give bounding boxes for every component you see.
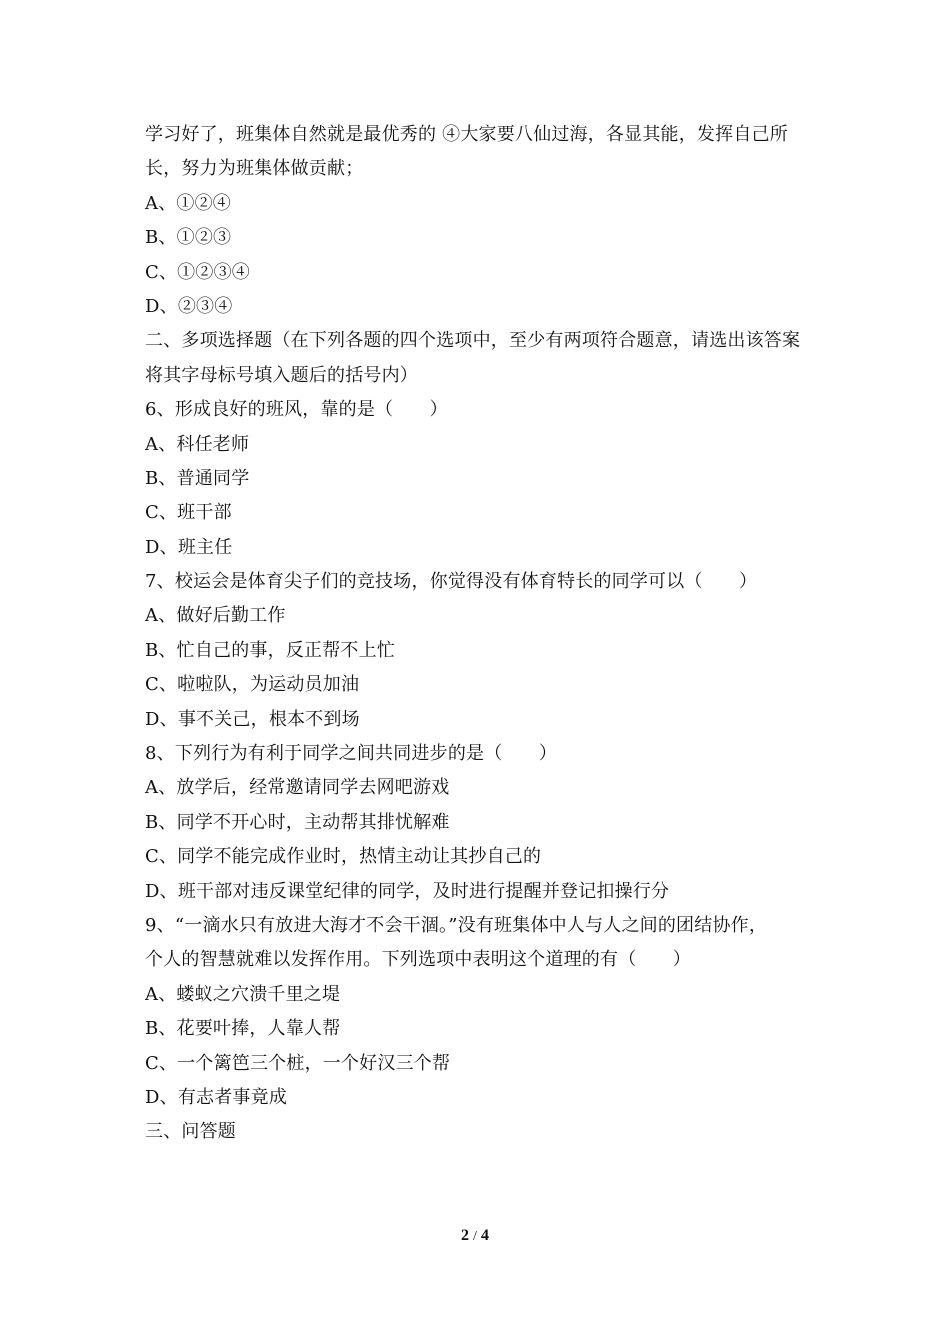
option-line: B、忙自己的事，反正帮不上忙 [145, 639, 396, 661]
question-9-continued: 个人的智慧就难以发挥作用。下列选项中表明这个道理的有（ ） [145, 949, 691, 971]
option-line: A、蝼蚁之穴溃千里之堤 [145, 983, 341, 1005]
option-line: C、啦啦队，为运动员加油 [145, 674, 360, 696]
option-line: D、有志者事竟成 [145, 1086, 288, 1108]
total-pages-number: 4 [480, 1227, 489, 1244]
option-line: C、班干部 [145, 502, 232, 524]
page-number-separator: / [473, 1229, 477, 1244]
option-line: A、①②④ [145, 192, 231, 214]
section-heading: 二、多项选择题（在下列各题的四个选项中，至少有两项符合题意，请选出该答案 [145, 330, 801, 352]
option-line: B、同学不开心时，主动帮其排忧解难 [145, 811, 450, 833]
option-line: D、事不关己，根本不到场 [145, 708, 360, 730]
current-page-number: 2 [461, 1227, 470, 1244]
option-line: B、花要叶捧，人靠人帮 [145, 1018, 341, 1040]
question-9: 9、“一滴水只有放进大海才不会干涸。”没有班集体中人与人之间的团结协作， [145, 914, 768, 936]
section-heading: 三、问答题 [145, 1121, 236, 1143]
section-heading-continued: 将其字母标号填入题后的括号内） [145, 364, 418, 386]
option-line: D、班主任 [145, 536, 233, 558]
option-line: A、放学后，经常邀请同学去网吧游戏 [145, 777, 450, 799]
option-line: A、科任老师 [145, 433, 250, 455]
option-line: D、班干部对违反课堂纪律的同学，及时进行提醒并登记扣操行分 [145, 880, 670, 902]
option-line: C、①②③④ [145, 261, 250, 283]
question-8: 8、下列行为有利于同学之间共同进步的是（ ） [145, 743, 558, 765]
page-number [0, 1227, 950, 1245]
option-line: C、同学不能完成作业时，热情主动让其抄自己的 [145, 846, 542, 868]
option-line: B、①②③ [145, 227, 232, 249]
option-line: C、一个篱笆三个桩，一个好汉三个帮 [145, 1052, 451, 1074]
question-7: 7、校运会是体育尖子们的竞技场，你觉得没有体育特长的同学可以（ ） [145, 571, 758, 593]
option-line: B、普通同学 [145, 467, 250, 489]
document-body [145, 118, 815, 1150]
text-line: 学习好了，班集体自然就是最优秀的 ④大家要八仙过海，各显其能，发挥自己所 [145, 124, 788, 145]
text-line: 长，努力为班集体做贡献； [145, 158, 364, 180]
option-line: A、做好后勤工作 [145, 605, 286, 627]
option-line: D、②③④ [145, 295, 233, 317]
question-6: 6、形成良好的班风，靠的是（ ） [145, 399, 448, 421]
